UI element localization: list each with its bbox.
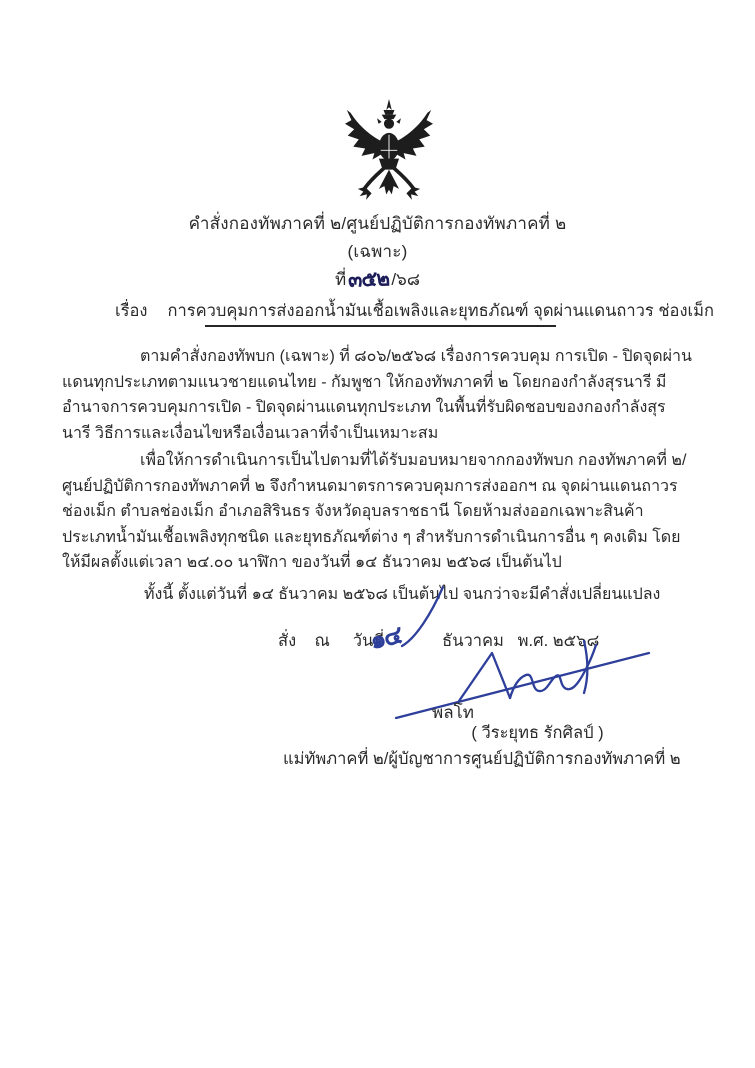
garuda-emblem-icon [334, 97, 444, 200]
subject-label: เรื่อง [115, 302, 148, 320]
doc-number-suffix: /๖๘ [391, 270, 420, 289]
doc-number [0, 262, 755, 295]
order-date-suffix: ธันวาคม พ.ศ. ๒๕๖๘ [442, 632, 600, 650]
subject-divider [205, 325, 556, 327]
header-command-line: คำสั่งกองทัพภาคที่ ๒/ศูนย์ปฏิบัติการกองทัพภาคที่ ๒ [188, 214, 567, 233]
body-paragraph-3: ทั้งนี้ ตั้งแต่วันที่ ๑๔ ธันวาคม ๒๕๖๘ เป็นต้นไป จนกว่าจะมีคำสั่งเปลี่ยนแปลง [144, 586, 661, 603]
body-paragraph-2: เพื่อให้การดำเนินการเป็นไปตามที่ได้รับมอบหมายจากกองทัพบก กองทัพภาคที่ ๒/ศูนย์ปฏิบัติการกองทัพภาคที่ ๒ จึงกำหนดมาตรการควบคุมการส่งออกฯ ณ จุดผ่านแดนถาวร ช่องเม็ก ตำบลช่องเม็ก อำเภอสิรินธร จังหวัดอุบลราชธานี โดยห้ามส่งออกเฉพาะสินค้าประเภทน้ำมันเชื้อเพลิงทุกชนิด และยุทธภัณฑ์ต่าง ๆ สำหรับการดำเนินการอื่น ๆ คงเดิม โดยให้มีผลตั้งแต่เวลา ๒๔.๐๐ นาฬิกา ของวันที่ ๑๔ ธันวาคม ๒๕๖๘ เป็นต้นไป [62, 452, 687, 571]
order-date-line [278, 628, 599, 654]
body-paragraph-1: ตามคำสั่งกองทัพบก (เฉพาะ) ที่ ๘๐๖/๒๕๖๘ เรื่องการควบคุม การเปิด - ปิดจุดผ่านแดนทุกประเภทตามแนวชายแดนไทย - กัมพูชา ให้กองทัพภาคที่ ๒ โดยกองกำลังสุรนารี มีอำนาจการควบคุมการเปิด - ปิดจุดผ่านแดนทุกประเภท ในพื้นที่รับผิดชอบของกองกำลังสุรนารี วิธีการและเงื่อนไขหรือเงื่อนเวลาที่จำเป็นเหมาะสม [62, 348, 692, 442]
signatory-position: แม่ทัพภาคที่ ๒/ผู้บัญชาการศูนย์ปฏิบัติการกองทัพภาคที่ ๒ [283, 750, 681, 768]
signatory-name: ( วีระยุทธ รักศิลป์ ) [471, 724, 604, 742]
subject-text: การควบคุมการส่งออกน้ำมันเชื้อเพลิงและยุทธภัณฑ์ จุดผ่านแดนถาวร ช่องเม็ก [167, 302, 715, 320]
header-specific-line: (เฉพาะ) [347, 242, 408, 261]
signatory-rank: พลโท [432, 703, 474, 722]
handwritten-day: ๑๔ [367, 621, 404, 655]
doc-number-prefix: ที่ [335, 270, 347, 289]
doc-number-handwritten: ๓๕๒ [347, 267, 390, 292]
signature-peak-stroke [459, 653, 510, 701]
order-date-prefix: สั่ง ณ วันที่ [278, 632, 385, 650]
subject-row [115, 298, 714, 324]
